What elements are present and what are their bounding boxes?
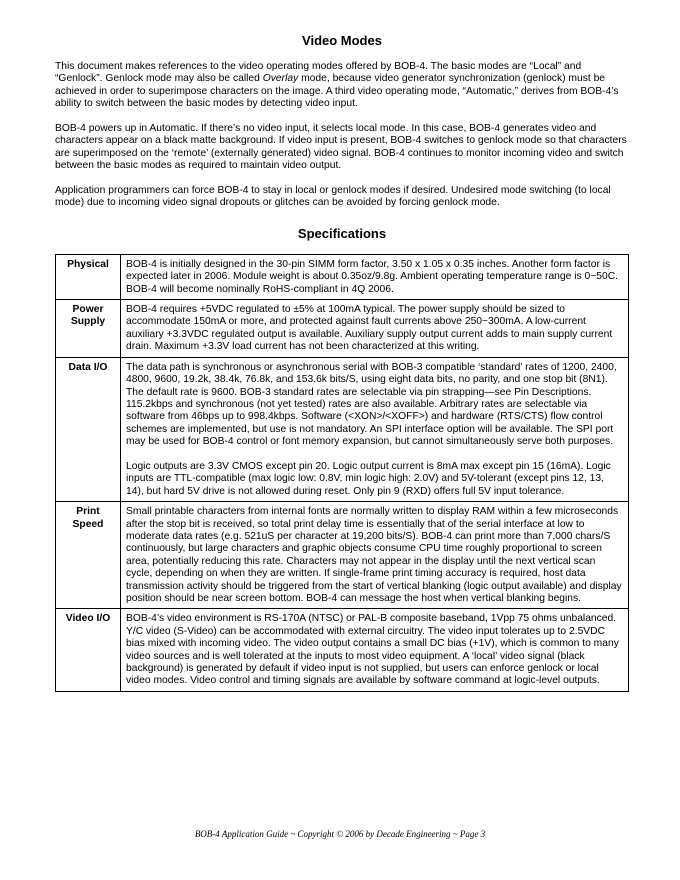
intro-text: mode, because video generator synchronization (genlock) must be achieved in order to superimpose characters on the image. A third video operating mode, “Automatic,” derives from BOB-4’s ability to switch between the basic modes by detecting video input. [55, 73, 619, 110]
table-row [56, 300, 629, 358]
specifications-table [55, 254, 629, 692]
intro-paragraph [55, 185, 629, 210]
spec-paragraph: BOB-4’s video environment is RS-170A (NTSC) or PAL-B composite baseband, 1Vpp 75 ohms unbalanced. Y/C video (S-Video) can be accommodated with external circuitry. The video input tolerates up to 2.5VDC bias mixed with incoming video. The video output contains a small DC bias (+1V), which is common to many video sources and is well tolerated at the inputs to most video equipment. A ‘local’ video signal (black background) is generated by default if video input is not supplied, but users can enforce genlock or local video modes. Video control and timing signals are available by software command at logic-level outputs. [126, 613, 619, 687]
spec-content [121, 609, 629, 691]
spec-paragraph: BOB-4 requires +5VDC regulated to ±5% at 100mA typical. The power supply should be sized to accommodate 150mA or more, and protected against fault currents above 250~300mA. A low-current auxiliary +3.3VDC regulated output is available. Auxiliary supply output current adds to main supply current drain. Maximum +3.3V load current has not been characterized at this writing. [126, 304, 613, 353]
intro-text: Application programmers can force BOB-4 to stay in local or genlock modes if desired. Undesired mode switching (to local mode) due to incoming video signal dropouts or glitches can be avoided by forcing genlock mode. [55, 185, 611, 209]
intro-paragraph [55, 123, 629, 173]
intro-paragraph [55, 61, 629, 111]
table-row [56, 609, 629, 691]
table-row [56, 502, 629, 609]
spec-paragraph: Small printable characters from internal fonts are normally written to display RAM within a few microseconds after the stop bit is received, so total print delay time is essentially that of the serial interface at low to moderate data rates (e.g. 521uS per character at 19,200 bits/S). BOB-4 can print more than 7,000 chars/S continuously, but large characters and graphic objects consume CPU time roughly proportional to screen area, potentially reducing this rate. Characters may not appear in the display until the next vertical scan cycle, depending on when they are written. If single-frame print timing accuracy is required, host data transmission activity should be triggered from the start of vertical blanking (logic output available) and display position should be near screen bottom. BOB-4 can message the host when vertical blanking begins. [126, 506, 622, 604]
spec-paragraph: Logic outputs are 3.3V CMOS except pin 20. Logic output current is 8mA max except pin 15 (16mA). Logic inputs are TTL-compatible (max logic low: 0.8V, min logic high: 2.0V) and 5V-tolerant (except pins 12, 13, 14), but hard 5V drive is not allowed during reset. Only pin 9 (RXD) offers full 5V input tolerance. [126, 460, 611, 497]
page-title: Video Modes [302, 33, 382, 48]
spec-label: Print Speed [56, 502, 121, 609]
spec-paragraph: BOB-4 is initially designed in the 30-pin SIMM form factor, 3.50 x 1.05 x 0.35 inches. Another form factor is expected later in 2006. Module weight is about 0.35oz/9.8g. Ambient operating temperature range is 0~50C. BOB-4 will become nominally RoHS-compliant in 4Q 2006. [126, 258, 618, 295]
spec-content [121, 254, 629, 299]
intro-text: BOB-4 powers up in Automatic. If there’s no video input, it selects local mode. In this case, BOB-4 generates video and characters appear on a black matte background. If video input is present, BOB-4 switches to genlock mode so that characters are superimposed on the ‘remote’ (externally generated) video signal. BOB-4 continues to monitor incoming video and switch between the basic modes as required to maintain video output. [55, 123, 627, 172]
document-page [55, 30, 629, 692]
table-row [56, 357, 629, 501]
intro-emphasis: Overlay [262, 73, 299, 85]
spec-label: Video I/O [56, 609, 121, 691]
table-row [56, 254, 629, 299]
intro-section [55, 61, 629, 210]
spec-paragraph: The data path is synchronous or asynchronous serial with BOB-3 compatible ‘standard’ rates of 1200, 2400, 4800, 9600, 19.2k, 38.4k, 76.8k, and 153.6k bits/S, using eight data bits, no parity, and one stop bit (8N1). The default rate is 9600. BOB-3 standard rates are selectable via pin strapping—see Pin Descriptions. 115.2kbps and synchronous (not yet tested) rates are also available. Arbitrary rates are selectable via software from 46bps up to 998.4kbps. Software (<XON>/<XOFF>) and hardware (RTS/CTS) flow control schemes are implemented, but use is not mandatory. An SPI interface option will be available. The SPI port may be used for BOB-4 control or font memory expansion, but cannot simultaneously serve both purposes. [126, 361, 617, 448]
spec-label: Power Supply [56, 300, 121, 358]
spec-content [121, 300, 629, 358]
specifications-heading: Specifications [297, 225, 387, 241]
spec-content [121, 357, 629, 501]
spec-label: Physical [56, 254, 121, 299]
spec-label: Data I/O [56, 357, 121, 501]
spec-content [121, 502, 629, 609]
intro-text: This document makes references to the video operating modes offered by BOB-4. The basic modes are “Local” and “Genlock”. Genlock mode may also be called [55, 61, 582, 85]
page-footer: BOB-4 Application Guide ~ Copyright © 2006 by Decade Engineering ~ Page 3 [194, 829, 486, 839]
